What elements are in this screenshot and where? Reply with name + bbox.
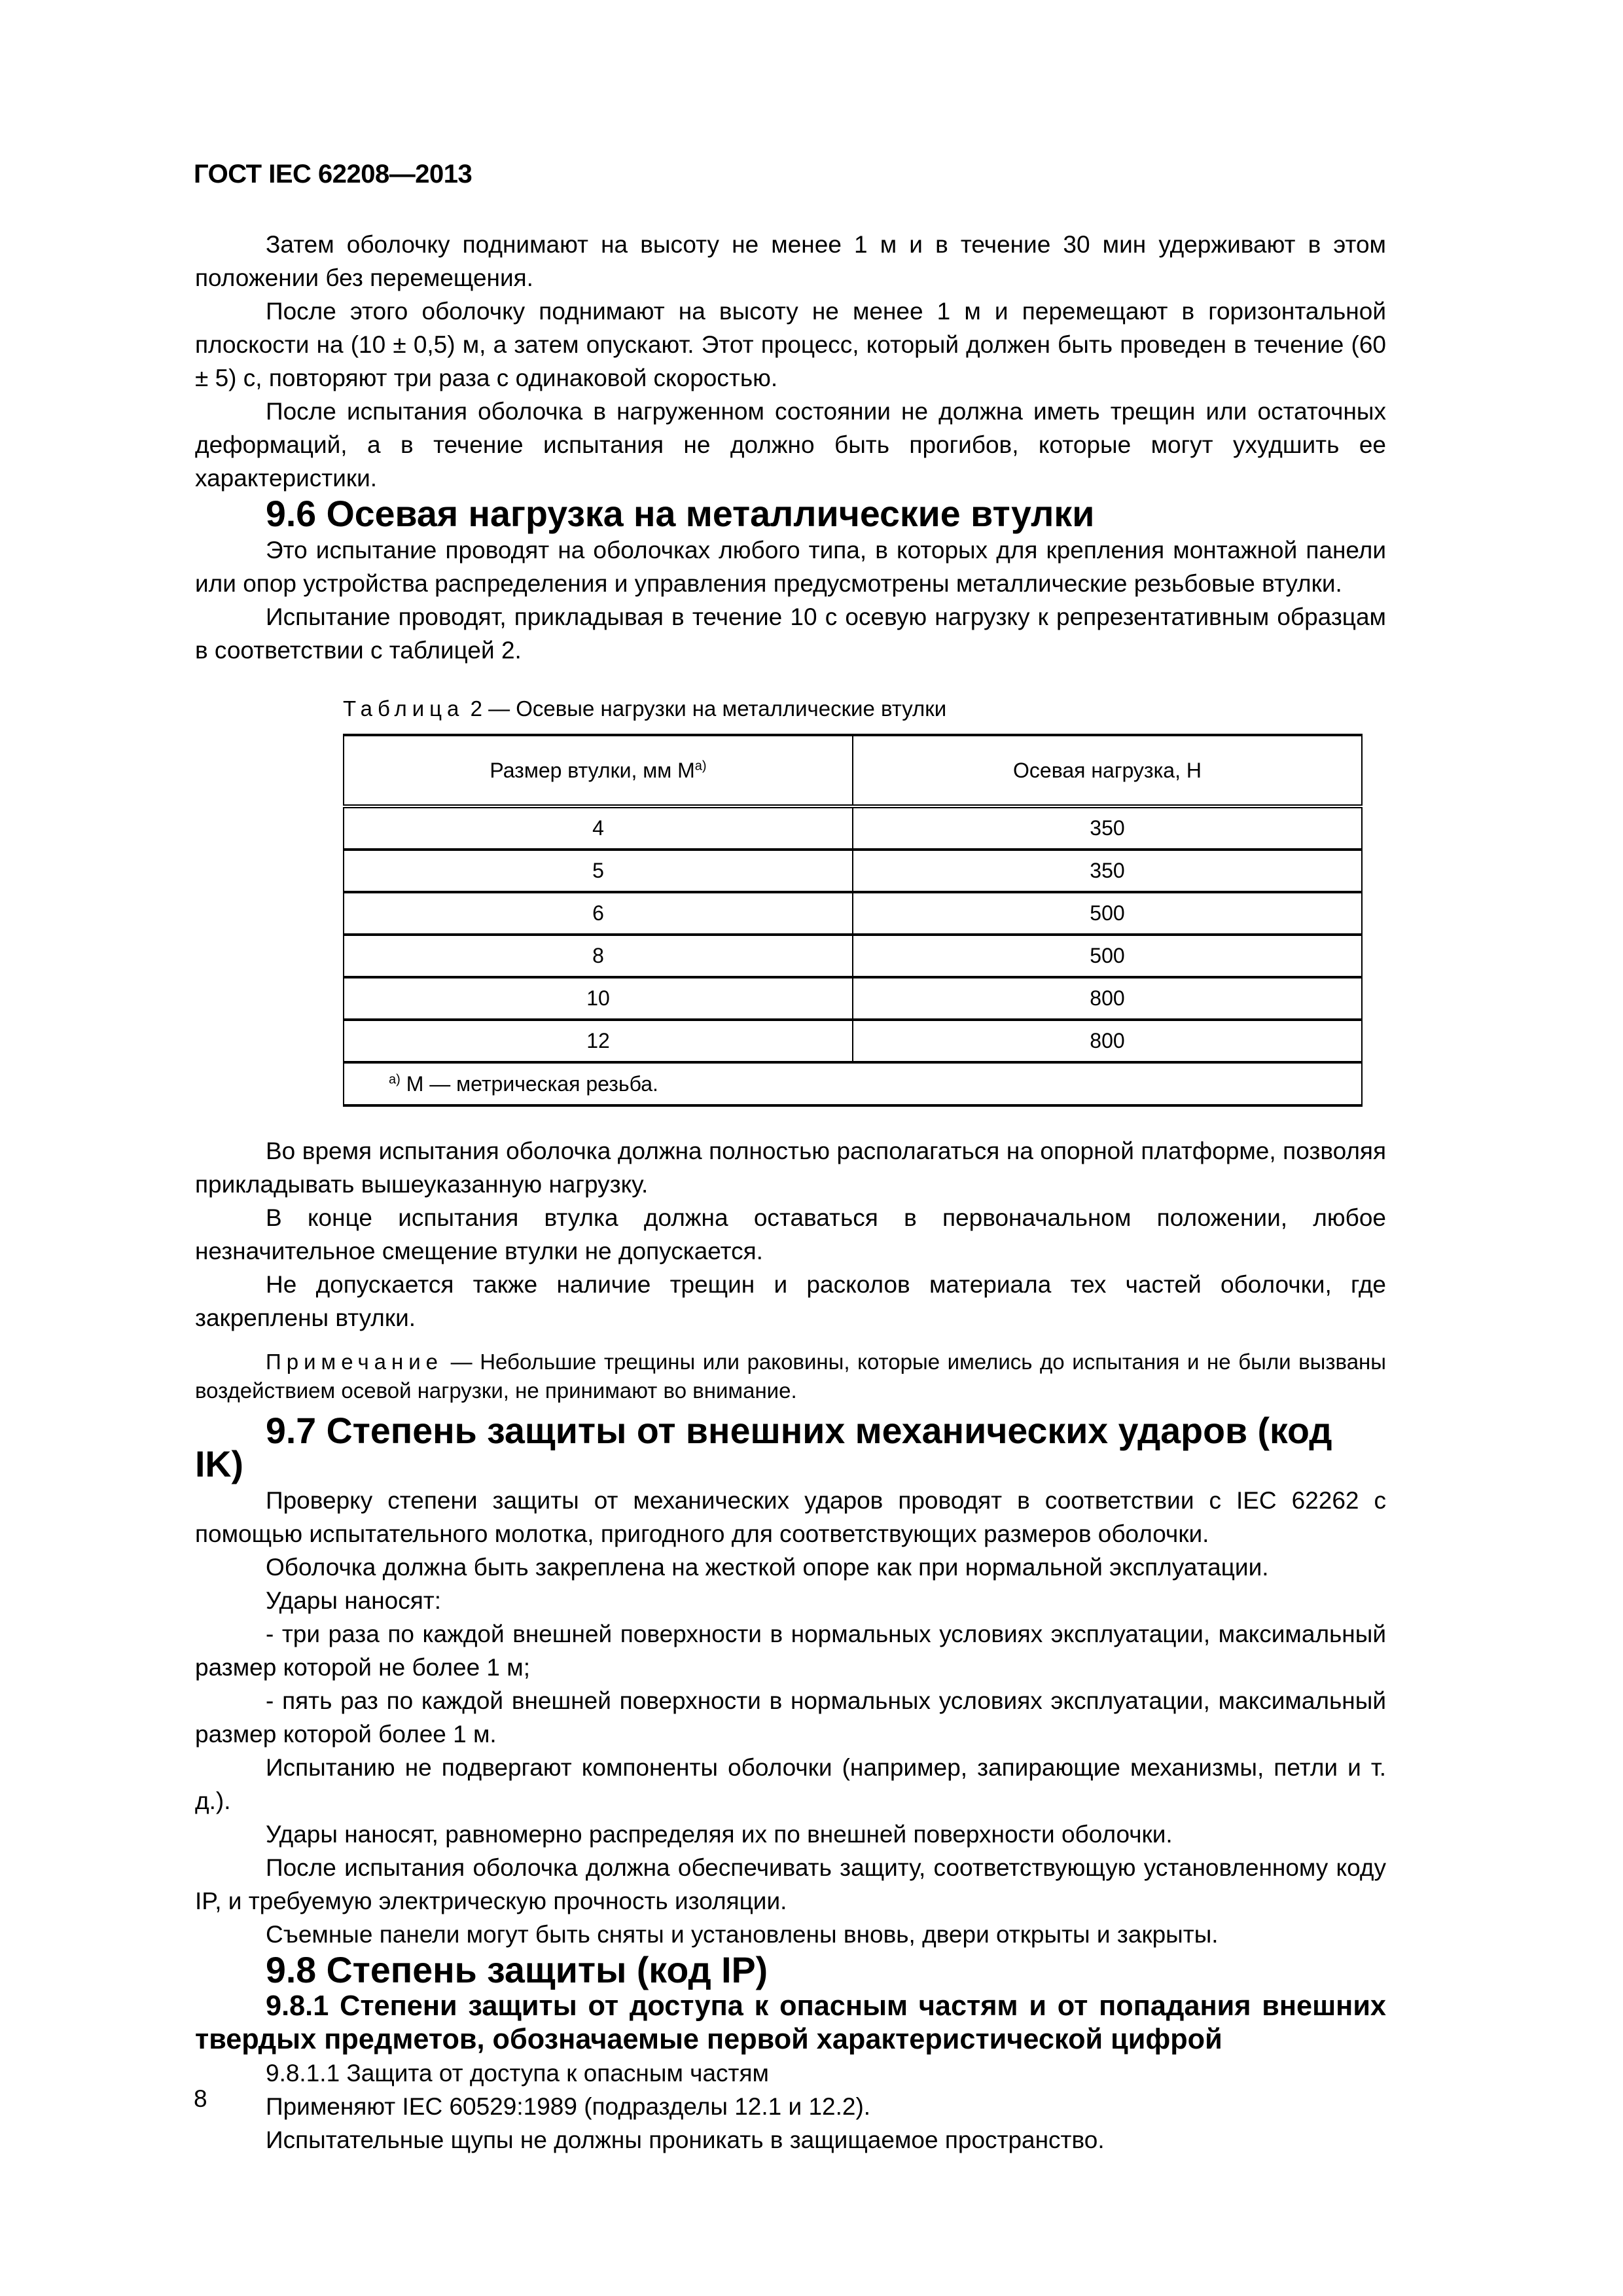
section-heading-9-6: 9.6 Осевая нагрузка на металлические втулки [266, 493, 1095, 534]
paragraph: Во время испытания оболочка должна полностью располагаться на опорной платформе, позволяя прикладывать вышеуказанную нагрузку. [195, 1138, 1386, 1198]
footnote-marker: а) [694, 758, 707, 773]
cell-load: 500 [853, 935, 1362, 977]
paragraph: Это испытание проводят на оболочках любого типа, в которых для крепления монтажной панели или опор устройства распределения и управления предусмотрены металлические резьбовые втулки. [195, 537, 1386, 597]
cell-load: 800 [853, 1020, 1362, 1062]
subsection-heading-9-8-1: 9.8.1 Степени защиты от доступа к опасным частям и от попадания внешних твердых предметов, обозначаемые первой характеристической цифрой [195, 1990, 1386, 2055]
paragraph: Испытательные щупы не должны проникать в защищаемое пространство. [266, 2126, 1105, 2153]
cell-size: 4 [344, 806, 853, 850]
paragraph: Испытание проводят, прикладывая в течение 10 с осевую нагрузку к репрезентативным образцам в соответствии с таблицей 2. [195, 603, 1386, 664]
table-row [344, 850, 1362, 892]
paragraph: Удары наносят: [266, 1587, 442, 1614]
cell-size: 5 [344, 850, 853, 892]
paragraph: Затем оболочку поднимают на высоту не менее 1 м и в течение 30 мин удерживают в этом положении без перемещения. [195, 231, 1386, 291]
document-header: ГОСТ IEC 62208—2013 [194, 160, 473, 188]
list-item: - три раза по каждой внешней поверхности в нормальных условиях эксплуатации, максимальный размер которой не более 1 м; [195, 1621, 1386, 1681]
note [195, 1348, 1386, 1405]
cell-size: 6 [344, 892, 853, 935]
paragraph: Испытанию не подвергают компоненты оболочки (например, запирающие механизмы, петли и т. д.). [195, 1754, 1386, 1814]
page-number: 8 [194, 2085, 207, 2112]
paragraph: Проверку степени защиты от механических ударов проводят в соответствии с IEC 62262 с помощью испытательного молотка, пригодного для соответствующих размеров оболочки. [195, 1487, 1386, 1547]
paragraph: Не допускается также наличие трещин и расколов материала тех частей оболочки, где закреплены втулки. [195, 1271, 1386, 1331]
paragraph: После этого оболочку поднимают на высоту не менее 1 м и перемещают в горизонтальной плоскости на (10 ± 0,5) м, а затем опускают. Этот процесс, который должен быть проведен в течение (60 ± 5) с, повторяют три раза с одинаковой скоростью. [195, 298, 1386, 391]
column-header-size: Размер втулки, мм $M^{а)}$ [344, 735, 853, 806]
paragraph: Оболочка должна быть закреплена на жесткой опоре как при нормальной эксплуатации. [266, 1554, 1269, 1581]
list-item: - пять раз по каждой внешней поверхности в нормальных условиях эксплуатации, максимальный размер которой более 1 м. [195, 1687, 1386, 1748]
table-row [344, 977, 1362, 1020]
cell-size: 8 [344, 935, 853, 977]
table-caption-text: 2 — Осевые нагрузки на металлические втулки [470, 696, 947, 721]
table-row [344, 806, 1362, 850]
section-heading-9-7: 9.7 Степень защиты от внешних механических ударов (код IK) [195, 1410, 1332, 1484]
paragraph: После испытания оболочка должна обеспечивать защиту, соответствующую установленному коду IP, и требуемую электрическую прочность изоляции. [195, 1854, 1386, 1914]
cell-load: 350 [853, 850, 1362, 892]
subsubsection-heading-9-8-1-1: 9.8.1.1 Защита от доступа к опасным частям [266, 2060, 769, 2087]
page-content [195, 228, 1386, 2157]
cell-load: 800 [853, 977, 1362, 1020]
column-header-load: Осевая нагрузка, Н [853, 735, 1362, 806]
paragraph: Применяют IEC 60529:1989 (подразделы 12.1 и 12.2). [266, 2093, 871, 2120]
table-caption [343, 696, 1386, 722]
table-header-row [344, 735, 1362, 806]
section-heading-9-8: 9.8 Степень защиты (код IP) [266, 1950, 768, 1990]
paragraph: В конце испытания втулка должна оставаться в первоначальном положении, любое незначительное смещение втулки не допускается. [195, 1204, 1386, 1265]
cell-size: 10 [344, 977, 853, 1020]
table-caption-label: Таблица [343, 696, 465, 721]
paragraph: Съемные панели могут быть сняты и установлены вновь, двери открыты и закрыты. [266, 1921, 1219, 1948]
table-footnote-row [344, 1062, 1362, 1105]
note-label: Примечание [266, 1350, 444, 1374]
table-row [344, 935, 1362, 977]
footnote-marker: а) [389, 1071, 401, 1086]
cell-size: 12 [344, 1020, 853, 1062]
table-row [344, 892, 1362, 935]
axial-load-table [343, 734, 1363, 1107]
paragraph: Удары наносят, равномерно распределяя их по внешней поверхности оболочки. [266, 1821, 1173, 1848]
table-footnote: $^{а)}$ M — метрическая резьба. [344, 1062, 1362, 1105]
paragraph: После испытания оболочка в нагруженном состоянии не должна иметь трещин или остаточных деформаций, а в течение испытания не должно быть прогибов, которые могут ухудшить ее характеристики. [195, 398, 1386, 492]
table-row [344, 1020, 1362, 1062]
cell-load: 350 [853, 806, 1362, 850]
note-text: — Небольшие трещины или раковины, которые имелись до испытания и не были вызваны воздействием осевой нагрузки, не принимают во внимание. [195, 1350, 1386, 1403]
after-table-text [195, 1134, 1386, 1335]
cell-load: 500 [853, 892, 1362, 935]
